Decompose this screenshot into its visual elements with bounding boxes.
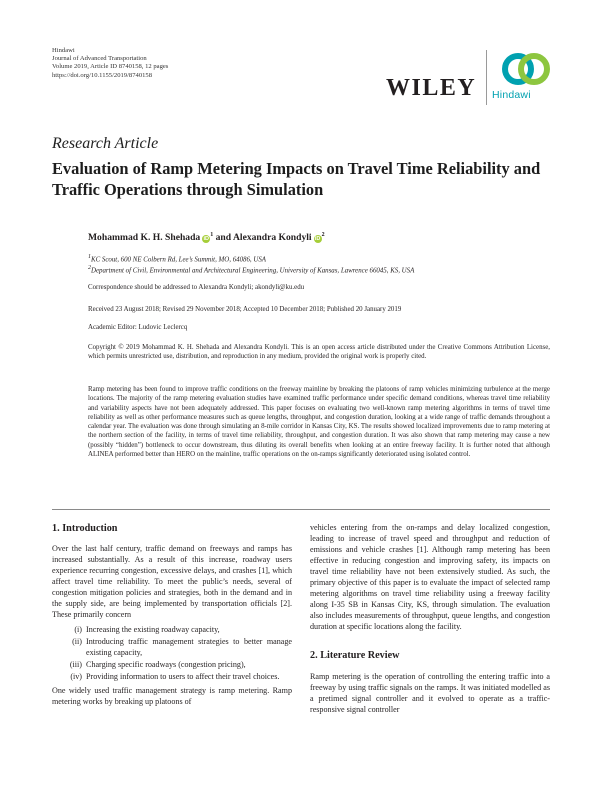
article-type: Research Article bbox=[52, 135, 159, 152]
orcid-icon[interactable]: iD bbox=[203, 236, 209, 243]
paragraph: vehicles entering from the on-ramps and delay localized congestion, leading to increase of travel speed and throughput and reduction of emissions and vehicle crashes [1]. Although ramp metering has been effective in reducing congestion and improving safety, its impacts on travel time reliability have not been extensively studied. As such, the primary objective of this paper is to evaluate the impact of selected ramp metering algorithms on travel time reliability using a freeway facility along I-35 SB in Kansas City, KS, through simulation. The evaluation also includes measurements of throughput, queue lengths, and congestion duration at specific locations along the facility. bbox=[310, 523, 550, 631]
list-item: (ii) Introducing traffic management strategies to better manage existing capacity, bbox=[72, 637, 292, 657]
section-heading-introduction: 1. Introduction bbox=[52, 523, 118, 534]
author-2-affiliation-mark: 2 bbox=[321, 232, 325, 238]
section-heading-literature-review: 2. Literature Review bbox=[310, 650, 400, 661]
article-title: Evaluation of Ramp Metering Impacts on Travel Time Reliability and Traffic Operations through Simulation bbox=[52, 159, 541, 199]
author-conjunction: and bbox=[215, 232, 232, 244]
affiliation-2: $^2$Department of Civil, Environmental and Architectural Engineering, University of Kansas, Lawrence 66045, KS, USA bbox=[88, 265, 415, 275]
affiliation-1-mark: 1 bbox=[88, 254, 91, 260]
divider bbox=[52, 509, 550, 510]
academic-editor: Academic Editor: Ludovic Leclercq bbox=[88, 324, 188, 331]
list-item: (iv) Providing information to users to affect their travel choices. bbox=[70, 672, 280, 681]
paragraph: One widely used traffic management strategy is ramp metering. Ramp metering works by breaking up platoons of bbox=[52, 686, 292, 706]
author-1[interactable]: Mohammad K. H. Shehada bbox=[88, 232, 201, 244]
author-list bbox=[88, 232, 325, 243]
author-2[interactable]: Alexandra Kondyli bbox=[232, 232, 312, 244]
right-column-top bbox=[310, 522, 550, 632]
concern-list bbox=[52, 624, 292, 682]
orcid-icon[interactable]: iD bbox=[314, 236, 321, 243]
doi-link[interactable]: https://doi.org/10.1155/2019/8740158 bbox=[52, 71, 153, 79]
affiliation-2-mark: 2 bbox=[88, 265, 91, 271]
list-item: (i) Increasing the existing roadway capacity, bbox=[74, 625, 220, 634]
paragraph: Over the last half century, traffic demand on freeways and ramps has increased substantially. As a result of this increase, roadway users experience recurring congestion, excessive delays, and crashes [1], which affect travel time reliability. To meet the public’s needs, several of congestion mitigation policies and strategies, both in the demand and in the supply side, are being implemented by transportation officials [2]. These primarily concern bbox=[52, 544, 292, 619]
author-1-affiliation-mark: 1 bbox=[210, 232, 214, 238]
logo-divider bbox=[486, 50, 487, 105]
article-dates: Received 23 August 2018; Revised 29 November 2018; Accepted 10 December 2018; Published 20 January 2019 bbox=[88, 306, 402, 313]
wiley-logo: WILEY bbox=[386, 75, 477, 101]
copyright-notice: Copyright © 2019 Mohammad K. H. Shehada and Alexandra Kondyli. This is an open access article distributed under the Creative Commons Attribution License, which permits unrestricted use, distribution, and reproduction in any medium, provided the original work is properly cited. bbox=[88, 344, 550, 361]
hindawi-wordmark: Hindawi bbox=[492, 89, 531, 101]
right-column-bottom bbox=[310, 671, 550, 715]
publisher-name: Hindawi bbox=[52, 47, 75, 54]
abstract: Ramp metering has been found to improve traffic conditions on the freeway mainline by breaking the platoons of ramp vehicles minimizing turbulence at the merge locations. The majority of the ramp metering evaluation studies have examined traffic performance under specific demand conditions, whereas travel time reliability and variability aspects have not been adequately addressed. This paper focuses on evaluating two well-known ramp metering algorithms in terms of travel time reliability as well as other performance measures such as queue lengths, throughput, and congestion duration, looking at a wide range of traffic demands throughout a calendar year. The evaluation was done through simulating an 8-mile corridor in Kansas City, KS. The results showed localized improvements due to ramp metering at the northern section of the facility, in terms of travel time reliability, throughput, and congestion duration. It was also shown that ramp metering may cause a new (possibly “hidden”) bottleneck to occur downstream, thus diluting its overall benefits when looking at an entire freeway facility. It is further noted that although ALINEA performed better than HERO on the mainline, traffic operations on the on-ramps significantly deteriorated using isolated control. bbox=[88, 386, 550, 459]
hindawi-logo-icon bbox=[496, 50, 556, 90]
volume-info: Volume 2019, Article ID 8740158, 12 pages bbox=[52, 63, 169, 71]
journal-name: Journal of Advanced Transportation bbox=[52, 55, 147, 63]
correspondence: Correspondence should be addressed to Alexandra Kondyli; akondyli@ku.edu bbox=[88, 284, 305, 291]
list-item: (iii) Charging specific roadways (congestion pricing), bbox=[69, 660, 246, 669]
affiliation-1: $^1$KC Scout, 600 NE Colbern Rd, Lee’s Summit, MO, 64086, USA bbox=[88, 254, 267, 264]
paragraph: Ramp metering is the operation of controlling the entering traffic into a freeway by using traffic signals on the ramps. It was initiated modelled as a pretimed signal controller and it evolved to operate as a traffic-responsive signal controller bbox=[310, 672, 550, 714]
left-column bbox=[52, 543, 292, 707]
journal-header bbox=[52, 47, 168, 80]
